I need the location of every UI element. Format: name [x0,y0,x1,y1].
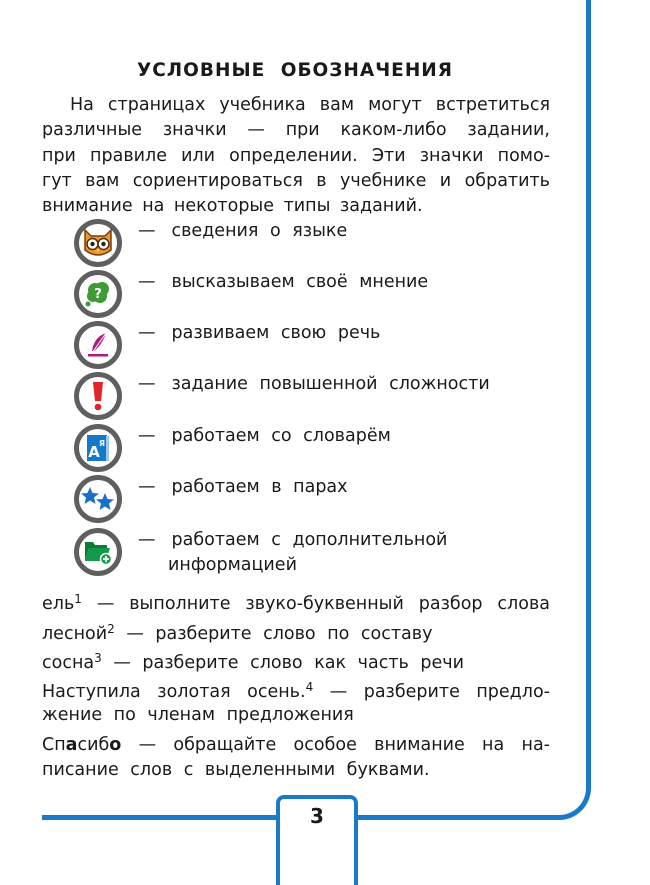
dash: — [138,323,156,343]
legend-item [74,372,490,420]
page-frame-corner [555,785,591,820]
legend-text: сведения о языке [171,221,348,241]
note-word: Спасибо [42,735,122,755]
legend-item [74,270,428,318]
page-frame-bottom-left [42,815,278,820]
legend-text: развиваем свою речь [171,323,381,343]
intro-line: при правиле или определении. Эти значки помо- [42,145,550,166]
legend-item [74,424,391,472]
dash: — [138,530,156,550]
note-sup: 4 [305,680,314,694]
dash: — [138,272,156,292]
note-text: — разберите слово как часть речи [113,653,464,673]
svg-text:Я: Я [98,439,106,448]
note-sup: 3 [94,651,102,665]
dash: — [138,374,156,394]
intro-paragraph [42,93,550,219]
page-frame-bottom-right [355,815,557,820]
note-item [42,651,464,673]
page-frame-right [586,0,591,787]
page-number-tab [276,795,358,885]
note-item [42,680,550,702]
note-sup: 1 [74,592,82,606]
legend-text: работаем со словарём [171,426,391,446]
note-word: сосна [42,653,95,673]
intro-line: внимание на некоторые типы заданий. [42,196,423,217]
legend-item [74,219,347,267]
intro-line: На страницах учебника вам могут встретиться [70,95,550,115]
note-item [42,735,550,755]
dictionary-icon [74,424,122,472]
note-item [42,592,550,614]
owl-icon [74,219,122,267]
page-title: УСЛОВНЫЕ ОБОЗНАЧЕНИЯ [136,60,454,81]
intro-line: гут вам сориентироваться в учебнике и обратить [42,170,550,191]
speech-bubble-question-icon [74,270,122,318]
legend-text: информацией [168,555,297,575]
note-text: — разберите слово по составу [126,624,433,644]
note-item [42,622,432,644]
exclamation-icon [74,372,122,420]
dash: — [138,221,156,241]
note-word: лесной [42,624,108,644]
legend-text: работаем с дополнительной [171,530,448,550]
svg-text:A: A [88,443,100,461]
folder-plus-icon [74,528,122,576]
legend-item [74,475,348,523]
legend-item [74,321,380,369]
note-item-continued: жение по членам предложения [42,705,354,725]
feather-pen-icon [74,321,122,369]
note-sup: 2 [107,622,115,636]
note-item-continued: писание слов с выделенными буквами. [42,760,430,780]
legend-item [74,528,447,576]
note-word: ель [42,594,75,614]
dash: — [138,426,156,446]
legend-text: работаем в парах [171,477,348,497]
dash: — [138,477,156,497]
legend-text: задание повышенной сложности [171,374,490,394]
intro-line: различные значки — при каком-либо задании, [42,120,550,141]
note-text: — выполните звуко-буквенный разбор слова [96,594,550,614]
note-text: — обращайте особое внимание на на- [138,735,550,755]
page-number: 3 [310,804,324,828]
note-text: — разберите предло- [329,682,550,702]
two-stars-icon [74,475,122,523]
legend-text: высказываем своё мнение [171,272,429,292]
note-word: Наступила золотая осень. [42,682,306,702]
svg-text:?: ? [94,287,102,302]
